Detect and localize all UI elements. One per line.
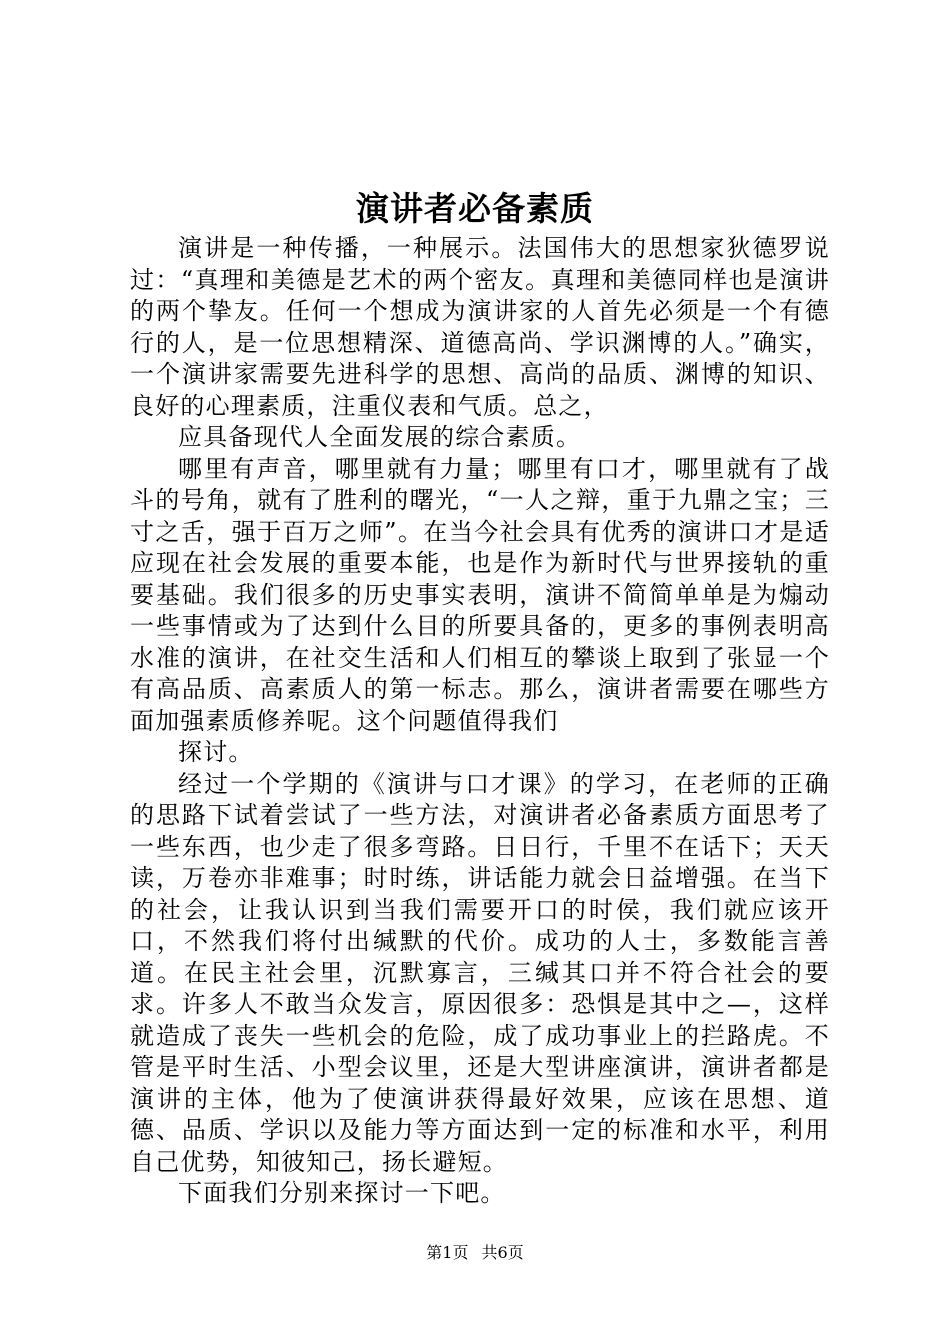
page-total: 共6页	[481, 1243, 524, 1262]
document-title: 演讲者必备素质	[356, 189, 594, 228]
paragraph: 探讨。	[178, 738, 254, 766]
paragraph: 演讲是一种传播，一种展示。法国伟大的思想家狄德罗说过：“真理和美德是艺术的两个密友。真理和美德同样也是演讲的两个挚友。任何一个想成为演讲家的人首先必须是一个有德行的人，是一位思想精深、道德高尚、学识渊博的人。”确实，一个演讲家需要先进科学的思想、高尚的品质、渊博的知识、良好的心理素质，注重仪表和气质。总之，	[130, 234, 830, 420]
document-body	[130, 233, 830, 1210]
paragraph: 应具备现代人全面发展的综合素质。	[178, 423, 582, 451]
paragraph: 下面我们分别来探讨一下吧。	[178, 1179, 506, 1207]
page-number: 第1页	[426, 1243, 469, 1262]
paragraph: 经过一个学期的《演讲与口才课》的学习，在老师的正确的思路下试着尝试了一些方法，对演讲者必备素质方面思考了一些东西，也少走了很多弯路。日日行，千里不在话下；天天读，万卷亦非难事；时时练，讲话能力就会日益增强。在当下的社会，让我认识到当我们需要开口的时侯，我们就应该开口，不然我们将付出缄默的代价。成功的人士，多数能言善道。在民主社会里，沉默寡言，三缄其口并不符合社会的要求。许多人不敢当众发言，原因很多：恐惧是其中之—，这样就造成了丧失一些机会的危险，成了成功事业上的拦路虎。不管是平时生活、小型会议里，还是大型讲座演讲，演讲者都是演讲的主体，他为了使演讲获得最好效果，应该在思想、道德、品质、学识以及能力等方面达到一定的标准和水平，利用自己优势，知彼知己，扬长避短。	[130, 769, 830, 1176]
paragraph: 哪里有声音，哪里就有力量；哪里有口才，哪里就有了战斗的号角，就有了胜利的曙光，“一人之辩，重于九鼎之宝；三寸之舌，强于百万之师”。在当今社会具有优秀的演讲口才是适应现在社会发展的重要本能，也是作为新时代与世界接轨的重要基础。我们很多的历史事实表明，演讲不简简单单是为煽动一些事情或为了达到什么目的所要具备的，更多的事例表明高水准的演讲，在社交生活和人们相互的攀谈上取到了张显一个有高品质、高素质人的第一标志。那么，演讲者需要在哪些方面加强素质修养呢。这个问题值得我们	[130, 454, 830, 735]
page-footer	[0, 1242, 950, 1264]
